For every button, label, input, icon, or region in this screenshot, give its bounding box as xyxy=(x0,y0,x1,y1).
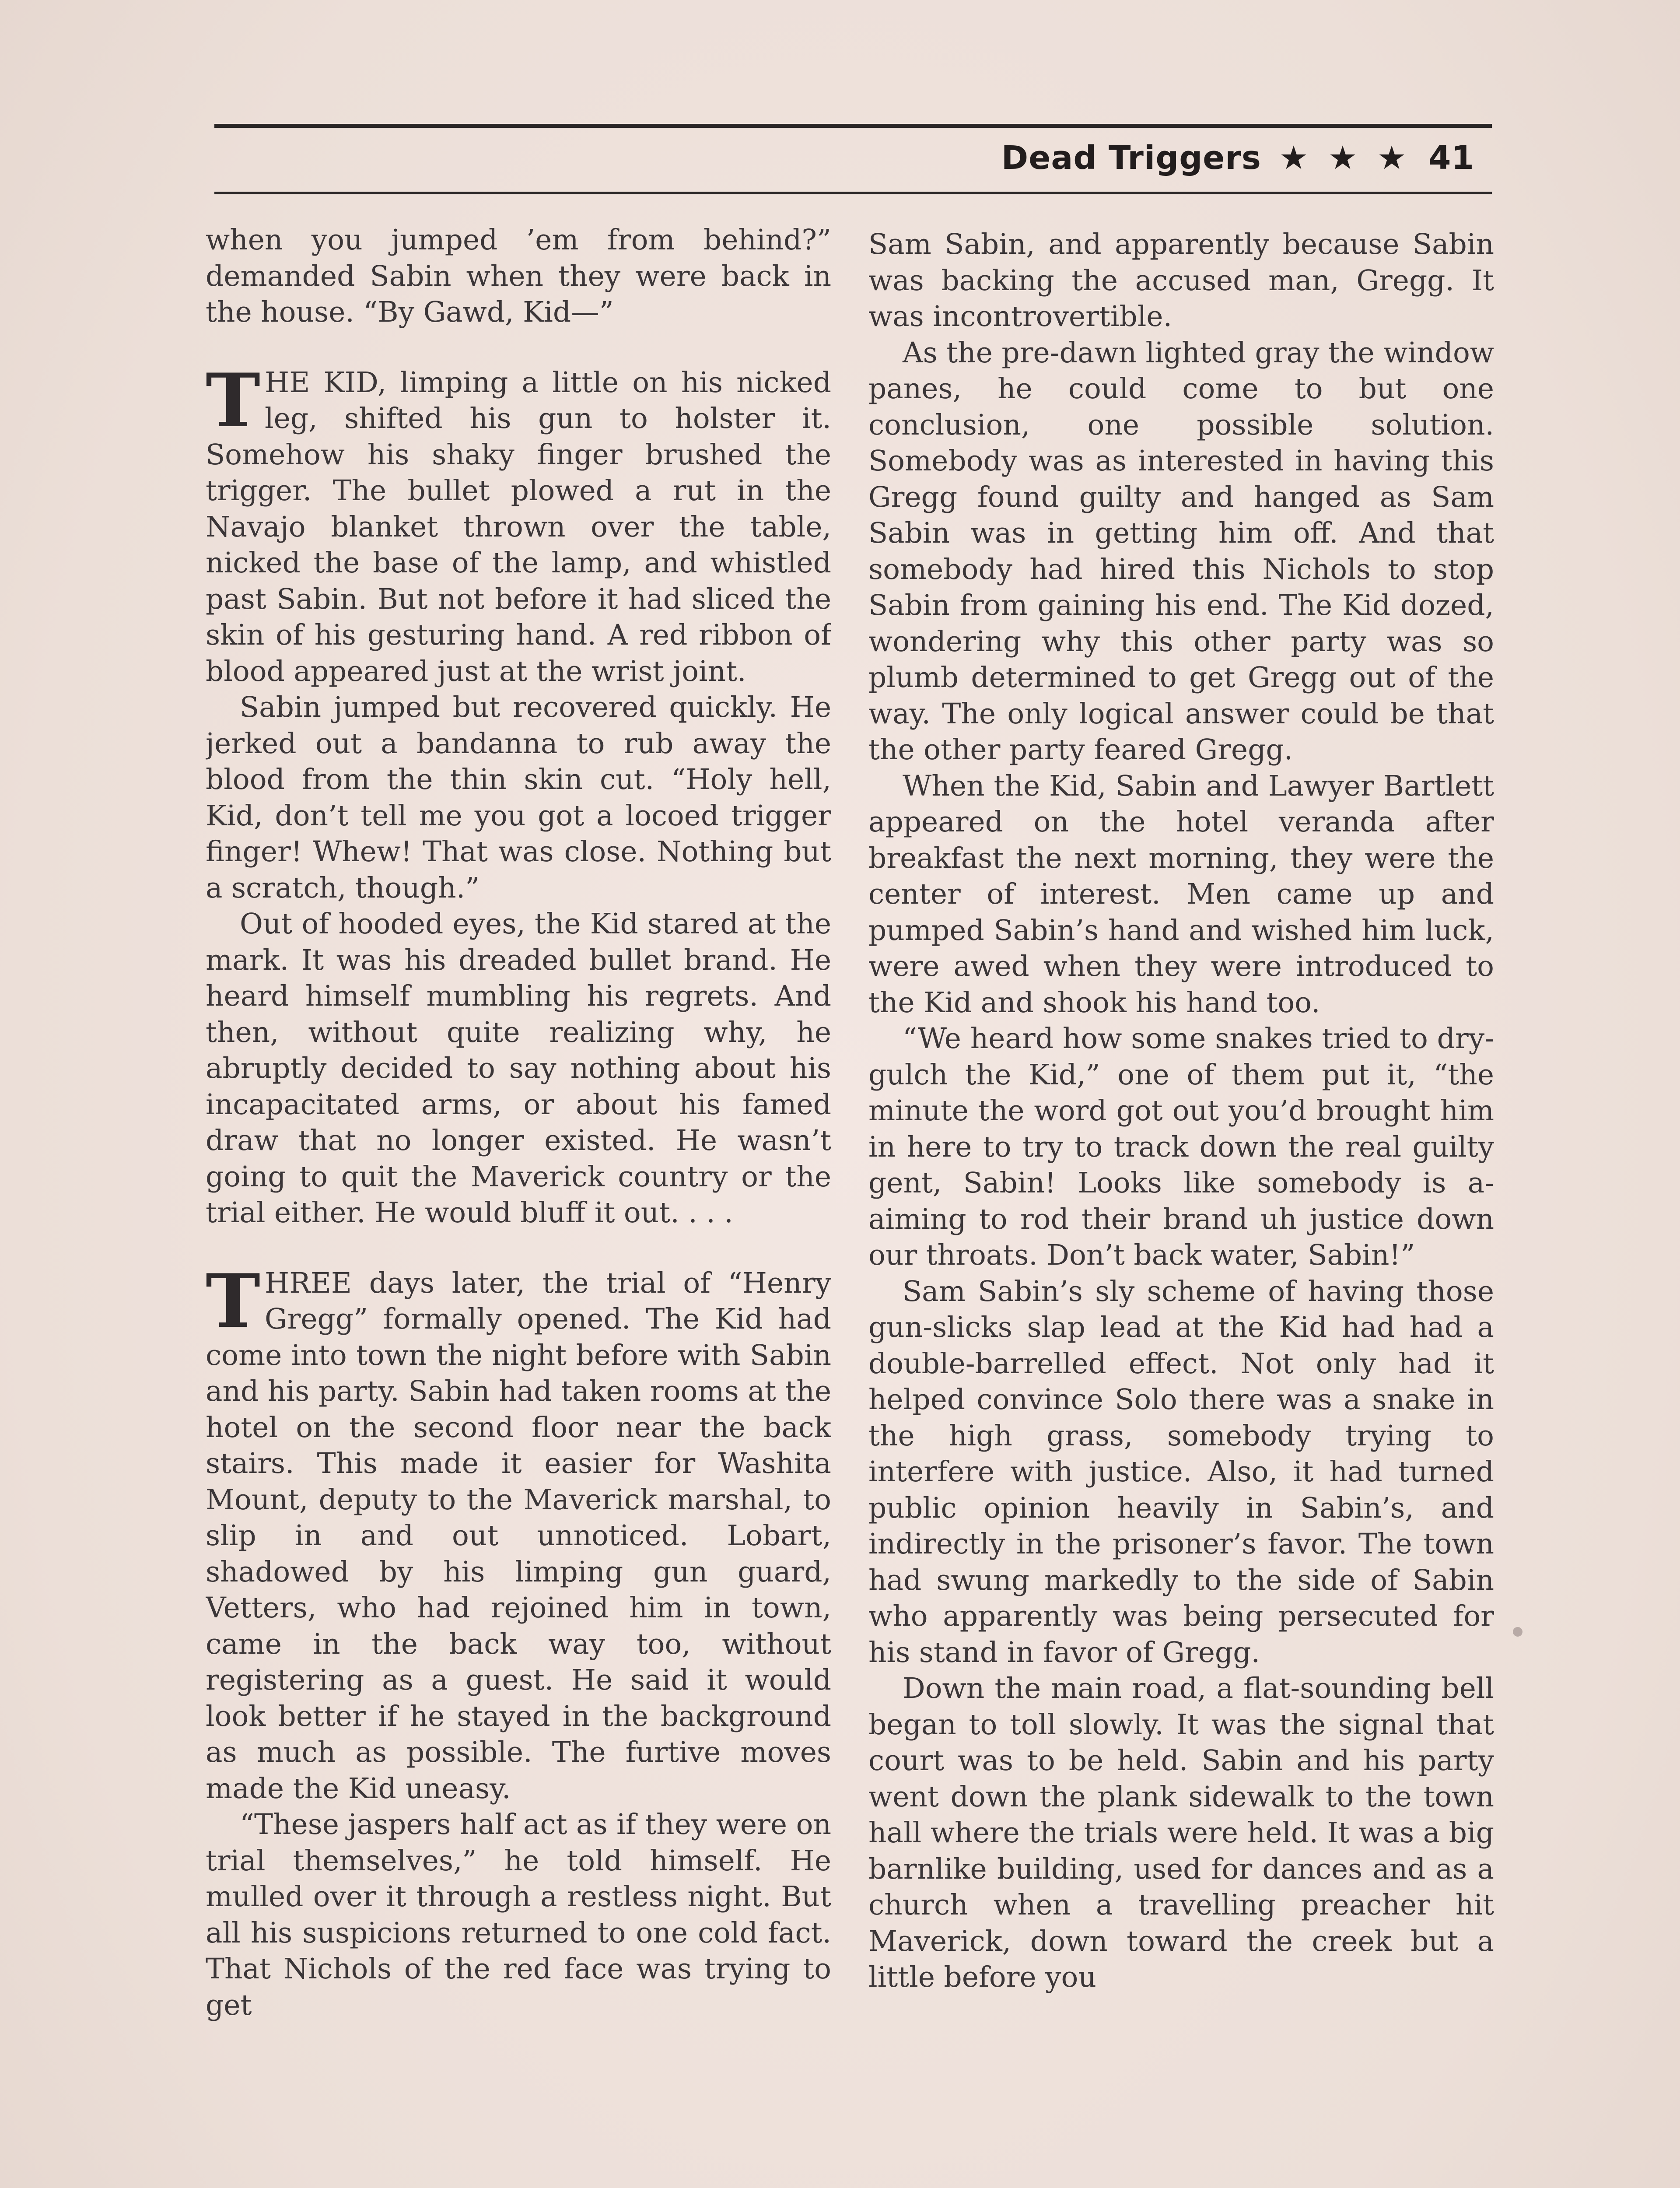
section-opening-paragraph xyxy=(206,357,831,690)
paragraph-text: HREE days later, the trial of “Henry Gregg” formally opened. The Kid had come into town the night before with Sabin and his party. Sabin had taken rooms at the hotel on the second floor near the back stairs. This made it easier for Washita Mount, deputy to the Maverick marshal, to slip in and out unnoticed. Lobart, shadowed by his limping gun guard, Vetters, who had rejoined him in town, came in the back way too, without registering as a guest. He said it would look better if he stayed in the background as much as possible. The furtive moves made the Kid uneasy. xyxy=(206,1266,831,1805)
paragraph-text: when you jumped ’em from behind?” demanded Sabin when they were back in the house. “By Gawd, Kid—” xyxy=(206,224,831,329)
running-head xyxy=(1001,139,1474,177)
paragraph-text: Sam Sabin, and apparently because Sabin was backing the accused man, Gregg. It was incontrovertible. xyxy=(868,228,1494,333)
paragraph-text: HE KID, limping a little on his nicked leg, shifted his gun to holster it. Somehow his shaky finger brushed the trigger. The bullet plowed a rut in the Navajo blanket thrown over the table, nicked the base of the lamp, and whistled past Sabin. But not before it had sliced the skin of his gesturing hand. A red ribbon of blood appeared just at the wrist joint. xyxy=(206,366,831,688)
right-text-column xyxy=(868,227,1494,2188)
paragraph-text: Sabin jumped but recovered quickly. He jerked out a bandanna to rub away the blood from the thin skin cut. “Holy hell, Kid, don’t tell me you got a locoed trigger finger! Whew! That was close. Nothing but a scratch, though.” xyxy=(206,691,831,905)
drop-cap: T xyxy=(206,1257,261,1344)
star-ornaments: ★ ★ ★ xyxy=(1279,139,1411,177)
paragraph xyxy=(868,335,1494,768)
paragraph-continued xyxy=(868,227,1494,335)
paper-speck xyxy=(1513,1627,1522,1637)
paragraph-text: “These jaspers half act as if they were on trial themselves,” he told himself. He mulled over it through a restless night. But all his suspicions returned to one cold fact. That Nichols of the red face was trying to get xyxy=(206,1808,831,2022)
paragraph xyxy=(868,1274,1494,1671)
paragraph xyxy=(868,1021,1494,1274)
header-top-rule xyxy=(214,124,1492,128)
story-title: Dead Triggers xyxy=(1001,139,1261,177)
paragraph xyxy=(868,1671,1494,1996)
left-text-column xyxy=(206,222,831,2188)
paragraph-continued xyxy=(206,222,831,331)
header-bottom-rule xyxy=(214,192,1492,194)
drop-cap: T xyxy=(206,357,261,444)
paragraph-text: “We heard how some snakes tried to dry-gulch the Kid,” one of them put it, “the minute the word got out you’d brought him in here to try to track down the real guilty gent, Sabin! Looks like somebody is a-aiming to rod their brand uh justice down our throats. Don’t back water, Sabin!” xyxy=(868,1022,1494,1272)
paragraph-text: As the pre-dawn lighted gray the window panes, he could come to but one conclusion, one possible solution. Somebody was as interested in having this Gregg found guilty and hanged as Sam Sabin was in getting him off. And that somebody had hired this Nichols to stop Sabin from gaining his end. The Kid dozed, wondering why this other party was so plumb determined to get Gregg out of the way. The only logical answer could be that the other party feared Gregg. xyxy=(868,336,1494,766)
section-opening-paragraph xyxy=(206,1257,831,1807)
paragraph xyxy=(868,768,1494,1021)
paragraph xyxy=(206,690,831,906)
paragraph-text: Sam Sabin’s sly scheme of having those gun-slicks slap lead at the Kid had had a double-barrelled effect. Not only had it helped convince Solo there was a snake in the high grass, somebody trying to interfere with justice. Also, it had turned public opinion heavily in Sabin’s, and indirectly in the prisoner’s favor. The town had swung markedly to the side of Sabin who apparently was being persecuted for his stand in favor of Gregg. xyxy=(868,1275,1494,1669)
paragraph xyxy=(206,1807,831,2023)
paragraph-text: When the Kid, Sabin and Lawyer Bartlett appeared on the hotel veranda after breakfast the next morning, they were the center of interest. Men came up and pumped Sabin’s hand and wished him luck, were awed when they were introduced to the Kid and shook his hand too. xyxy=(868,769,1494,1019)
paragraph xyxy=(206,906,831,1231)
paragraph-text: Down the main road, a flat-sounding bell began to toll slowly. It was the signal that court was to be held. Sabin and his party went down the plank sidewalk to the town hall where the trials were held. It was a big barnlike building, used for dances and as a church when a travelling preacher hit Maverick, down toward the creek but a little before you xyxy=(868,1672,1494,1994)
page-number: 41 xyxy=(1428,139,1474,177)
paragraph-text: Out of hooded eyes, the Kid stared at the mark. It was his dreaded bullet brand. He heard himself mumbling his regrets. And then, without quite realizing why, he abruptly decided to say nothing about his incapacitated arms, or about his famed draw that no longer existed. He wasn’t going to quit the Maverick country or the trial either. He would bluff it out. . . . xyxy=(206,908,831,1229)
